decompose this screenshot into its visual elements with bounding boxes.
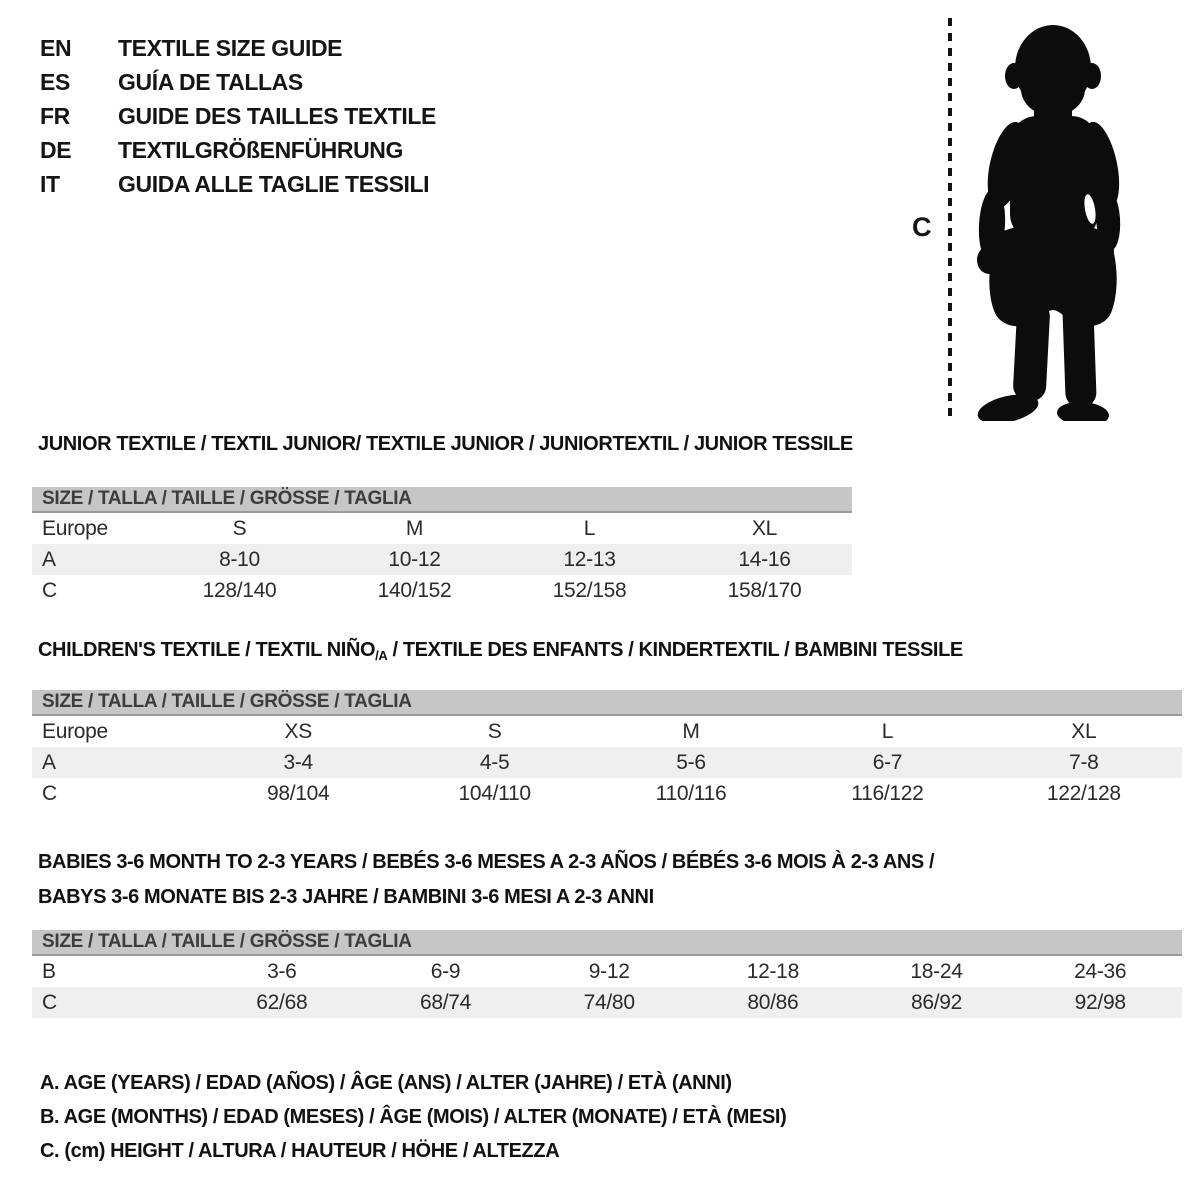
lang-code: ES [40,68,70,95]
measurement-legend [40,1066,786,1168]
table-row-a [32,747,1182,778]
table-cell: 122/128 [1046,781,1121,805]
table-row-europe [32,716,1182,747]
babies-size-table [32,930,1182,1018]
table-cell: 158/170 [727,578,802,602]
toddler-silhouette-image [958,13,1144,421]
table-cell: 140/152 [377,578,452,602]
table-cell: 4-5 [479,750,510,774]
table-cell: 68/74 [419,990,472,1014]
table-cell: 128/140 [202,578,277,602]
table-cell: 3-6 [267,959,297,983]
lang-row-fr [40,99,436,133]
junior-section-heading: JUNIOR TEXTILE / TEXTIL JUNIOR/ TEXTILE JUNIOR / JUNIORTEXTIL / JUNIOR TESSILE [38,433,853,455]
table-row-europe [32,513,852,544]
table-cell: 6-9 [430,959,461,983]
table-cell: 62/68 [256,990,308,1014]
size-header-bar: SIZE / TALLA / TAILLE / GRÖSSE / TAGLIA [32,487,852,513]
table-cell: 12-18 [746,959,799,983]
lang-row-en [40,31,436,65]
lang-title: GUÍA DE TALLAS [118,68,303,95]
babies-section-heading [38,845,934,915]
table-cell: 8-10 [219,547,260,571]
junior-size-table [32,487,852,606]
legend-line-a: A. AGE (YEARS) / EDAD (AÑOS) / ÂGE (ANS) / ALTER (JAHRE) / ETÀ (ANNI) [40,1071,732,1094]
table-cell: M [682,719,700,743]
row-label: B [42,959,56,983]
table-cell: 74/80 [583,990,635,1014]
children-heading-pre: CHILDREN'S TEXTILE / TEXTIL NIÑO [38,639,376,661]
table-cell: L [881,719,894,743]
legend-line-b: B. AGE (MONTHS) / EDAD (MESES) / ÂGE (MOIS) / ALTER (MONATE) / ETÀ (MESI) [40,1105,787,1128]
table-cell: 86/92 [910,990,963,1014]
table-cell: 104/110 [458,781,531,805]
table-cell: XS [284,719,312,743]
lang-title: TEXTILGRÖßENFÜHRUNG [118,136,403,163]
table-cell: 5-6 [676,750,706,774]
table-cell: S [487,719,502,743]
table-row-a [32,544,852,575]
lang-code: DE [40,136,72,163]
table-cell: M [405,516,424,540]
children-size-table [32,690,1182,809]
height-measure-label: C [912,212,932,242]
row-label: C [42,990,57,1014]
lang-row-it [40,167,436,201]
row-label: Europe [42,719,108,743]
table-cell: 12-13 [563,547,616,571]
table-cell: 152/158 [552,578,627,602]
table-cell: 116/122 [851,781,924,805]
table-cell: 10-12 [388,547,441,571]
children-heading-post: / TEXTILE DES ENFANTS / KINDERTEXTIL / BAMBINI TESSILE [387,639,963,661]
children-table-rows [32,716,1182,809]
size-header-bar: SIZE / TALLA / TAILLE / GRÖSSE / TAGLIA [32,690,1182,716]
height-measure-dashed-line [948,18,952,416]
row-label: C [42,578,57,602]
row-label: A [42,547,56,571]
row-label: Europe [42,516,108,540]
lang-row-es [40,65,436,99]
legend-line-c: C. (cm) HEIGHT / ALTURA / HAUTEUR / HÖHE / ALTEZZA [40,1139,560,1162]
table-cell: 24-36 [1074,959,1127,983]
babies-heading-line2: BABYS 3-6 MONATE BIS 2-3 JAHRE / BAMBINI 3-6 MESI A 2-3 ANNI [38,886,654,908]
row-label: C [42,781,57,805]
table-cell: 80/86 [747,990,799,1014]
junior-table-rows [32,513,852,606]
lang-title: TEXTILE SIZE GUIDE [118,34,343,61]
table-cell: S [232,516,247,540]
babies-table-rows [32,956,1182,1018]
table-cell: 110/116 [655,781,727,805]
lang-title: GUIDA ALLE TAGLIE TESSILI [118,170,430,197]
size-header-bar: SIZE / TALLA / TAILLE / GRÖSSE / TAGLIA [32,930,1182,956]
table-cell: XL [1071,719,1097,743]
table-row-c [32,778,1182,809]
babies-heading-line1: BABIES 3-6 MONTH TO 2-3 YEARS / BEBÉS 3-6 MESES A 2-3 AÑOS / BÉBÉS 3-6 MOIS À 2-3 ANS / [38,851,935,873]
lang-row-de [40,133,436,167]
table-row-c [32,987,1182,1018]
table-cell: 14-16 [738,547,791,571]
table-cell: 98/104 [266,781,330,805]
children-heading-sub: /A [375,648,388,663]
table-cell: L [583,516,596,540]
table-cell: 18-24 [910,959,963,983]
table-row-b [32,956,1182,987]
table-cell: 3-4 [283,750,313,774]
table-cell: 92/98 [1074,990,1126,1014]
lang-code: EN [40,34,72,61]
lang-title: GUIDE DES TAILLES TEXTILE [118,102,436,129]
table-cell: 6-7 [872,750,903,774]
row-label: A [42,750,56,774]
table-row-c [32,575,852,606]
table-cell: XL [751,516,778,540]
table-cell: 9-12 [588,959,630,983]
language-header [40,31,436,201]
lang-code: FR [40,102,70,129]
children-section-heading [38,639,963,663]
lang-code: IT [40,170,60,197]
table-cell: 7-8 [1069,750,1099,774]
